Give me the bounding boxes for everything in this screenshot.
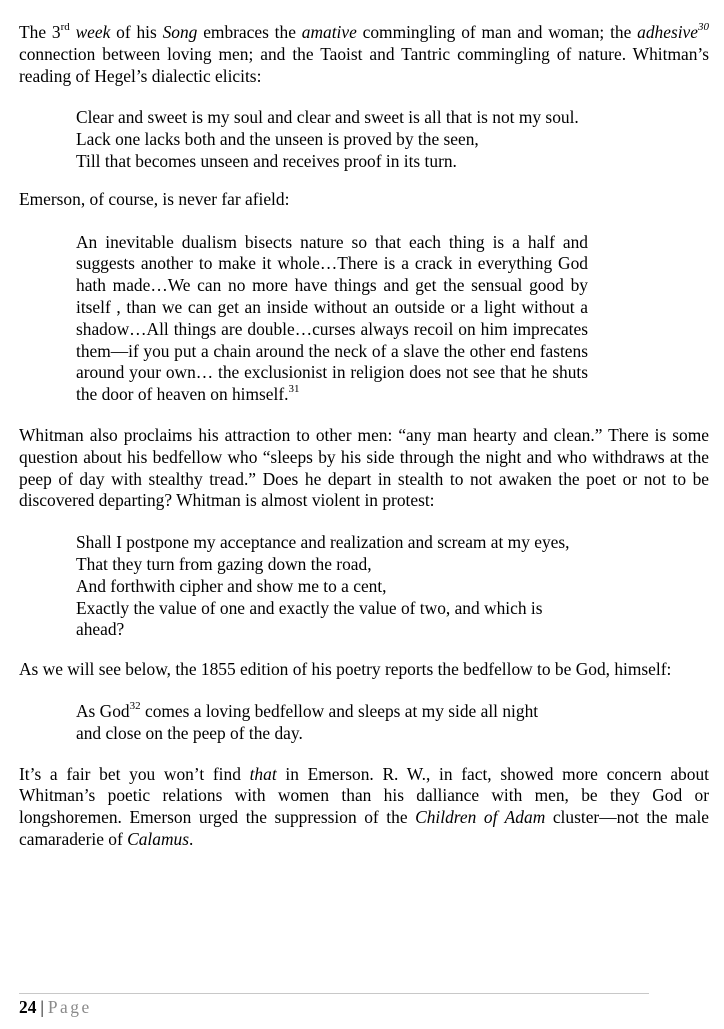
quote-emerson [76,232,588,406]
page-number: 24 [19,997,37,1017]
page-footer [19,993,649,1019]
page-separator: | [40,997,44,1017]
text: commingling of man and woman; the [356,22,638,42]
text: It’s a fair bet you won’t find [19,763,250,784]
text: of his [110,22,163,42]
italic-text: adhesive [637,22,698,42]
footnote-ref-31[interactable]: 31 [288,383,300,396]
quote-text [76,232,588,406]
quote-bedfellow [76,701,616,745]
text: cluster—not the male camaraderie of [19,807,710,849]
quote-line [76,701,616,723]
quote-line: Till that becomes unseen and receives proof in its turn. [76,150,457,171]
text: . [188,828,194,849]
quote-line: Shall I postpone my acceptance and realization and scream at my eyes, [76,532,570,553]
text: An inevitable dualism bisects nature so that each thing is a half and suggests another to make it whole…There is a crack in everything God hath made…We can no more have things and get the sensual good by itself , than we can get an inside without an outside or a light without a shadow…All things are double…curses always recoil on him imprecates them—if you put a chain around the neck of a slave the other end fastens around your own… the exclusionist in religion does not see that he shuts the door of heaven on himself. [76,231,588,405]
italic-text: that [249,763,277,784]
text: connection between loving men; and the Taoist and Tantric commingling of nature. Whitman’s reading of Hegel’s dialectic elicits: [19,43,709,86]
text: As God [76,700,130,721]
italic-text: Song [162,22,198,42]
paragraph-4: As we will see below, the 1855 edition of his poetry reports the bedfellow to be God, himself: [19,659,672,680]
italic-text: Calamus [127,828,189,849]
quote-line: and close on the peep of the day. [76,722,303,743]
superscript: rd [60,21,70,34]
quote-line: And forthwith cipher and show me to a cent, [76,575,387,596]
italic-text: Children of Adam [415,807,546,828]
text: embraces the [197,22,302,42]
text: The 3 [19,22,61,42]
italic-text: week [75,22,111,42]
paragraph-1 [19,22,709,87]
text: in Emerson. R. W., in fact, showed more concern about Whitman’s poetic relations with women than his dalliance with men, be they God or longshoremen. Emerson urged the suppression of the [19,763,709,828]
quote-whitman-protest [76,532,616,641]
paragraph-2: Emerson, of course, is never far afield: [19,188,290,209]
footnote-ref-32[interactable]: 32 [129,700,141,713]
page-label: Page [47,997,92,1017]
document-body [19,22,709,851]
footnote-ref-30[interactable]: 30 [697,21,709,34]
quote-line: Lack one lacks both and the unseen is proved by the seen, [76,129,479,150]
quote-whitman-hegel [76,107,616,172]
quote-line: Clear and sweet is my soul and clear and sweet is all that is not my soul. [76,107,579,128]
footer-divider [19,993,649,994]
quote-line: That they turn from gazing down the road, [76,553,372,574]
paragraph-5 [19,764,709,851]
text: comes a loving bedfellow and sleeps at my side all night [140,700,539,721]
paragraph-3: Whitman also proclaims his attraction to other men: “any man hearty and clean.” There is some question about his bedfellow who “sleeps by his side through the night and who withdraws at the peep of day with stealthy tread.” Does he depart in stealth to not awaken the poet or not to be discovered departing? Whitman is almost violent in protest: [19,424,709,511]
quote-line: Exactly the value of one and exactly the value of two, and which is ahead? [76,597,543,640]
italic-text: amative [301,22,357,42]
